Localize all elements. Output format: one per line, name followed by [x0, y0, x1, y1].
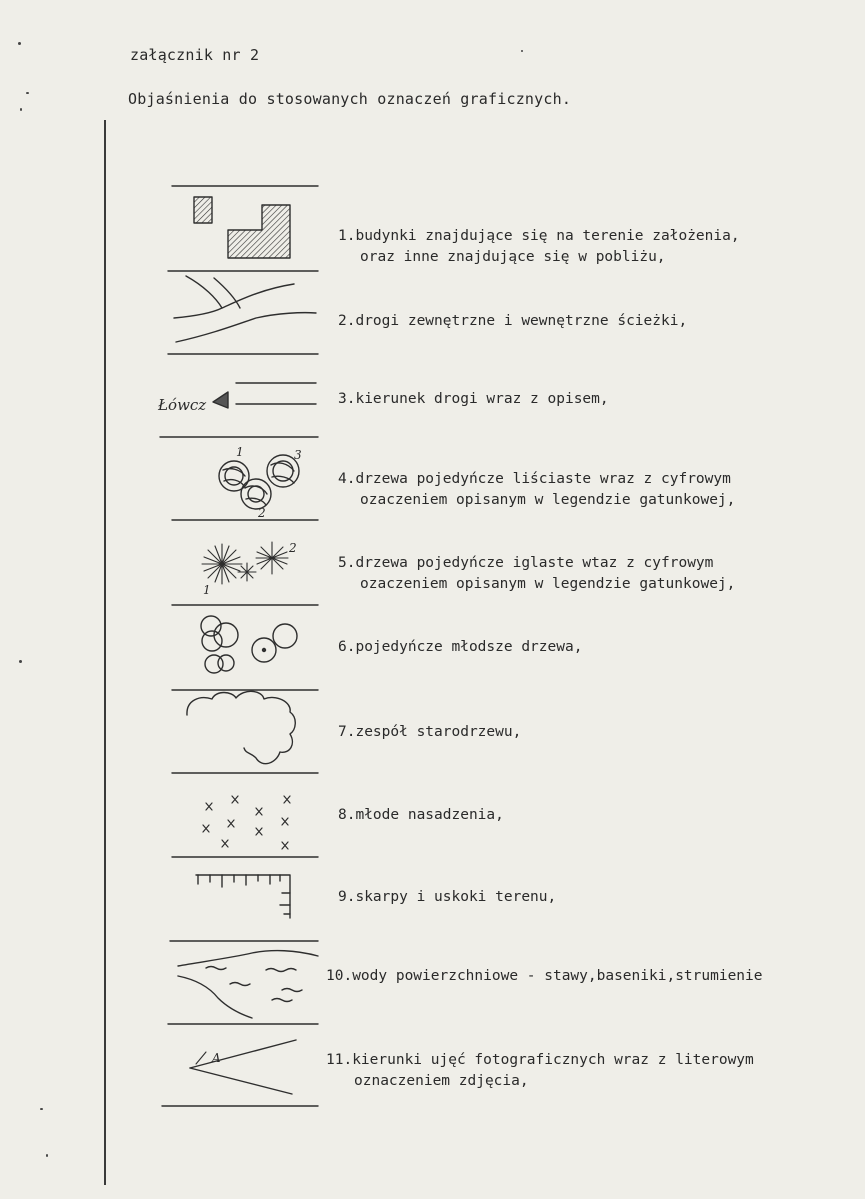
legend-item-text: 4.drzewa pojedyńcze liściaste wraz z cyfrowym — [338, 471, 731, 487]
tree-number: 3 — [294, 448, 302, 462]
old-trees-group-icon — [187, 691, 295, 763]
legend-item — [338, 805, 504, 826]
tree-number: 1 — [203, 583, 211, 597]
legend-item-text: 3.kierunek drogi wraz z opisem, — [338, 391, 609, 407]
legend-item-text-continued: oraz inne znajdujące się w pobliżu, — [360, 249, 666, 265]
photo-direction-icon — [190, 1040, 296, 1094]
roads-icon — [174, 276, 316, 342]
legend-item-text-continued: ozaczeniem opisanym w legendzie gatunkowej, — [360, 492, 736, 508]
tree-number: 2 — [258, 506, 266, 520]
page-title: Objaśnienia do stosowanych oznaczeń graficznych. — [128, 90, 572, 108]
young-plantings-icon — [203, 796, 290, 849]
legend-item — [338, 722, 521, 743]
legend-item-text: 8.młode nasadzenia, — [338, 807, 504, 823]
legend-item — [338, 469, 735, 511]
legend-item-text: 6.pojedyńcze młodsze drzewa, — [338, 639, 583, 655]
legend-item — [326, 1050, 754, 1092]
legend-item-text: 1.budynki znajdujące się na terenie założenia, — [338, 228, 740, 244]
legend-item-text: 2.drogi zewnętrzne i wewnętrzne ścieżki, — [338, 313, 688, 329]
legend-item-text: 5.drzewa pojedyńcze iglaste wtaz z cyfrowym — [338, 555, 714, 571]
road-direction-label: Łówcz — [158, 396, 207, 414]
legend-item-text-continued: ozaczeniem opisanym w legendzie gatunkowej, — [360, 576, 736, 592]
road-direction-icon — [213, 383, 316, 408]
legend-item-text-continued: oznaczeniem zdjęcia, — [354, 1073, 529, 1089]
attachment-label: załącznik nr 2 — [130, 46, 260, 64]
tree-number: 2 — [289, 541, 297, 555]
legend-item-text: 11.kierunki ujęć fotograficznych wraz z literowym — [326, 1052, 754, 1068]
legend-item-text: 7.zespół starodrzewu, — [338, 724, 522, 740]
coniferous-trees-icon — [202, 542, 288, 584]
legend-item-text: 10.wody powierzchniowe - stawy,baseniki,strumienie — [326, 968, 763, 984]
young-trees-icon — [201, 616, 297, 673]
legend-item — [338, 311, 687, 332]
legend-item — [338, 226, 740, 268]
legend-item — [338, 389, 609, 410]
tree-number: 1 — [236, 445, 244, 459]
surface-water-icon — [178, 951, 318, 1018]
buildings-icon — [194, 197, 290, 258]
legend-item — [338, 637, 582, 658]
legend-item-text: 9.skarpy i uskoki terenu, — [338, 889, 557, 905]
deciduous-trees-icon — [219, 455, 299, 509]
legend-item — [326, 966, 763, 987]
legend-item — [338, 553, 735, 595]
legend-item — [338, 887, 556, 908]
photo-letter: A — [212, 1051, 221, 1065]
escarpment-icon — [196, 875, 290, 918]
